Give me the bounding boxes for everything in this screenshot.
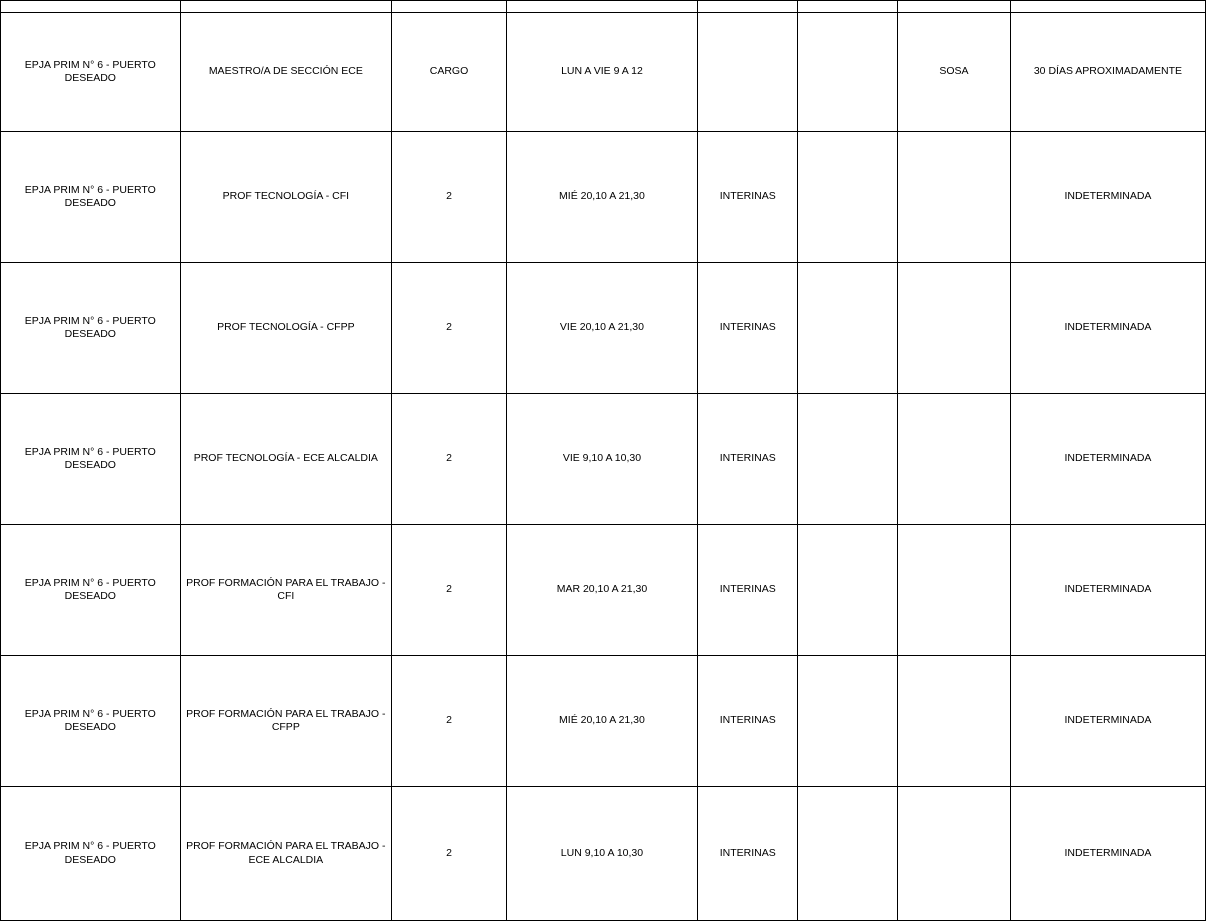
cell-duracion: INDETERMINADA xyxy=(1010,263,1205,394)
cell-caracter: INTERINAS xyxy=(697,263,798,394)
cell-observaciones-extra: SOSA xyxy=(898,13,1011,132)
cell-caracter: INTERINAS xyxy=(697,394,798,525)
cell-clipped-escuela xyxy=(1,1,181,13)
cell-cargo-asignatura: PROF TECNOLOGÍA - CFI xyxy=(180,132,391,263)
cell-caracter: INTERINAS xyxy=(697,525,798,656)
cell-cantidad: 2 xyxy=(392,525,507,656)
table-row-clipped xyxy=(1,1,1206,13)
cell-docente xyxy=(798,525,898,656)
cell-observaciones-extra xyxy=(898,263,1011,394)
cell-duracion: INDETERMINADA xyxy=(1010,132,1205,263)
table-row xyxy=(1,13,1206,132)
cell-escuela: EPJA PRIM N° 6 - PUERTO DESEADO xyxy=(1,263,181,394)
cell-docente xyxy=(798,13,898,132)
table-row xyxy=(1,525,1206,656)
cell-duracion: 30 DÍAS APROXIMADAMENTE xyxy=(1010,13,1205,132)
cell-horario: LUN 9,10 A 10,30 xyxy=(507,787,698,921)
table-row xyxy=(1,787,1206,921)
cell-horario: MIÉ 20,10 A 21,30 xyxy=(507,132,698,263)
cell-observaciones-extra xyxy=(898,394,1011,525)
cell-clipped-cargo xyxy=(180,1,391,13)
cell-clipped-extra xyxy=(898,1,1011,13)
cell-docente xyxy=(798,132,898,263)
cell-duracion: INDETERMINADA xyxy=(1010,525,1205,656)
cell-escuela: EPJA PRIM N° 6 - PUERTO DESEADO xyxy=(1,394,181,525)
cell-cargo-asignatura: PROF FORMACIÓN PARA EL TRABAJO - CFI xyxy=(180,525,391,656)
cell-cargo-asignatura: PROF TECNOLOGÍA - ECE ALCALDIA xyxy=(180,394,391,525)
cell-clipped-duracion xyxy=(1010,1,1205,13)
cell-cantidad: CARGO xyxy=(392,13,507,132)
cell-caracter: INTERINAS xyxy=(697,656,798,787)
cell-docente xyxy=(798,787,898,921)
cell-cargo-asignatura: PROF FORMACIÓN PARA EL TRABAJO - CFPP xyxy=(180,656,391,787)
table-row xyxy=(1,394,1206,525)
cell-docente xyxy=(798,394,898,525)
cell-clipped-caracter xyxy=(697,1,798,13)
cell-cargo-asignatura: PROF FORMACIÓN PARA EL TRABAJO - ECE ALCALDIA xyxy=(180,787,391,921)
cell-cargo-asignatura: MAESTRO/A DE SECCIÓN ECE xyxy=(180,13,391,132)
cell-docente xyxy=(798,656,898,787)
cell-duracion: INDETERMINADA xyxy=(1010,656,1205,787)
cell-docente xyxy=(798,263,898,394)
table-row xyxy=(1,132,1206,263)
cell-observaciones-extra xyxy=(898,656,1011,787)
cell-cargo-asignatura: PROF TECNOLOGÍA - CFPP xyxy=(180,263,391,394)
cell-clipped-cantidad xyxy=(392,1,507,13)
cell-cantidad: 2 xyxy=(392,263,507,394)
table-row xyxy=(1,656,1206,787)
cell-caracter: INTERINAS xyxy=(697,787,798,921)
cell-cantidad: 2 xyxy=(392,656,507,787)
cell-horario: MAR 20,10 A 21,30 xyxy=(507,525,698,656)
cell-clipped-docente xyxy=(798,1,898,13)
cell-cantidad: 2 xyxy=(392,787,507,921)
cell-horario: LUN A VIE 9 A 12 xyxy=(507,13,698,132)
cell-escuela: EPJA PRIM N° 6 - PUERTO DESEADO xyxy=(1,132,181,263)
cell-escuela: EPJA PRIM N° 6 - PUERTO DESEADO xyxy=(1,656,181,787)
cell-clipped-horario xyxy=(507,1,698,13)
cell-duracion: INDETERMINADA xyxy=(1010,787,1205,921)
cell-cantidad: 2 xyxy=(392,394,507,525)
cell-observaciones-extra xyxy=(898,787,1011,921)
cell-horario: VIE 20,10 A 21,30 xyxy=(507,263,698,394)
cell-cantidad: 2 xyxy=(392,132,507,263)
cell-horario: VIE 9,10 A 10,30 xyxy=(507,394,698,525)
cell-caracter: INTERINAS xyxy=(697,132,798,263)
cell-horario: MIÉ 20,10 A 21,30 xyxy=(507,656,698,787)
cell-duracion: INDETERMINADA xyxy=(1010,394,1205,525)
cell-escuela: EPJA PRIM N° 6 - PUERTO DESEADO xyxy=(1,787,181,921)
cell-observaciones-extra xyxy=(898,525,1011,656)
cell-escuela: EPJA PRIM N° 6 - PUERTO DESEADO xyxy=(1,525,181,656)
cell-escuela: EPJA PRIM N° 6 - PUERTO DESEADO xyxy=(1,13,181,132)
cell-observaciones-extra xyxy=(898,132,1011,263)
table-row xyxy=(1,263,1206,394)
cell-caracter xyxy=(697,13,798,132)
